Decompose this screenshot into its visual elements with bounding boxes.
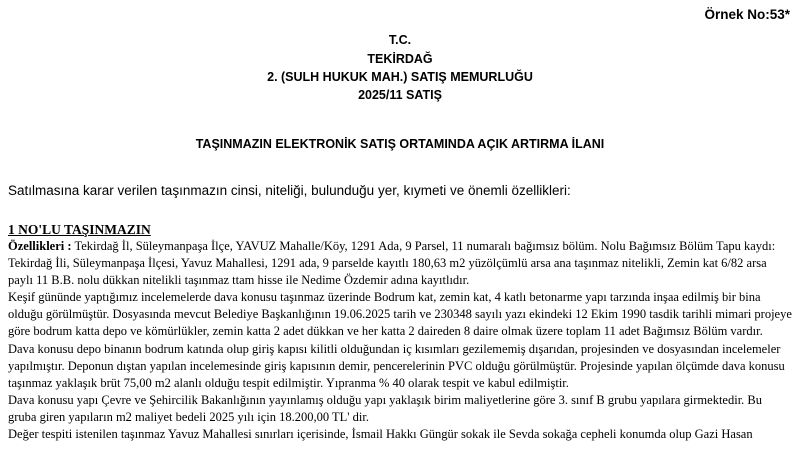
property-paragraph-inspection: Keşif gününde yaptığımız incelemelerde dava konusu taşınmaz üzerinde Bodrum kat, zemin kat, 4 katlı betonarme yapı tarzında inşaa edilmiş bir bina olduğu görülmüştür. Dosyasında mevcut Belediye Başkanlığının 19.06.2025 tarih ve 230348 sayılı yazı ekindeki 12 Ekim 1990 tasdik tarihli mimari projeye göre bodrum katta depo ve kömürlükler, zemin katta 2 adet dükkan ve her katta 2 daireden 8 daire olmak üzere toplam 11 adet Bağımsız Bölüm vardır. Dava konusu depo binanın bodrum katında olup giriş kapısı kilitli olduğundan iç kısımları gezilememiş dışarıdan, projesinden ve dosyasından incelemeler yapılmıştır. Deponun dıştan yapılan incelemesinde giriş kapısının demir, pencerelerinin PVC olduğu görülmüştür. Projesinde yapılan ölçümde dava konusu taşınmaz yaklaşık brüt 75,00 m2 alanlı olduğu tespit edilmiştir. Yıpranma % 40 olarak tespit ve kabul edilmiştir. — [8, 290, 792, 390]
sample-number: Örnek No:53* — [704, 7, 790, 22]
features-label: Özellikleri : — [8, 239, 72, 253]
header-line-city: TEKİRDAĞ — [367, 52, 433, 66]
header-line-office: 2. (SULH HUKUK MAH.) SATIŞ MEMURLUĞU — [267, 70, 533, 84]
property-title: 1 NO'LU TAŞINMAZIN — [8, 222, 151, 237]
property-features — [8, 238, 792, 289]
features-text: Tekirdağ İl, Süleymanpaşa İlçe, YAVUZ Mahalle/Köy, 1291 Ada, 9 Parsel, 11 numaralı bağımsız bölüm. Nolu Bağımsız Bölüm Tapu kaydı: Tekirdağ İli, Süleymanpaşa İlçesi, Yavuz Mahallesi, 1291 ada, 9 parselde kayıtlı 180,63 m2 yüzölçümlü arsa ana taşınmaz nitelikli, Zemin kat 6/82 arsa paylı 11 B.B. nolu dükkan nitelikli taşınmaz ttam hisse ile Nedime Özdemir adına kayıtlıdır. — [8, 239, 776, 288]
notice-title: TAŞINMAZIN ELEKTRONİK SATIŞ ORTAMINDA AÇIK ARTIRMA İLANI — [195, 137, 605, 151]
property-paragraph-location: Değer tespiti istenilen taşınmaz Yavuz Mahallesi sınırları içerisinde, İsmail Hakkı Güngür sokak ile Sevda sokağa cepheli konumda olup Gazi Hasan — [8, 427, 753, 442]
property-section — [8, 221, 792, 443]
header-line-tc: T.C. — [388, 33, 412, 47]
header-line-file-no: 2025/11 SATIŞ — [358, 88, 442, 102]
intro-text: Satılmasına karar verilen taşınmazın cinsi, niteliği, bulunduğu yer, kıymeti ve önemli özellikleri: — [8, 183, 571, 198]
property-paragraph-cost: Dava konusu yapı Çevre ve Şehircilik Bakanlığının yayınlamış olduğu yapı yaklaşık birim maliyetlerine göre 3. sınıf B grubu yapılara girmektedir. Bu gruba giren yapıların m2 maliyet bedeli 2025 yılı için 18.200,00 TL' dir. — [8, 392, 763, 424]
